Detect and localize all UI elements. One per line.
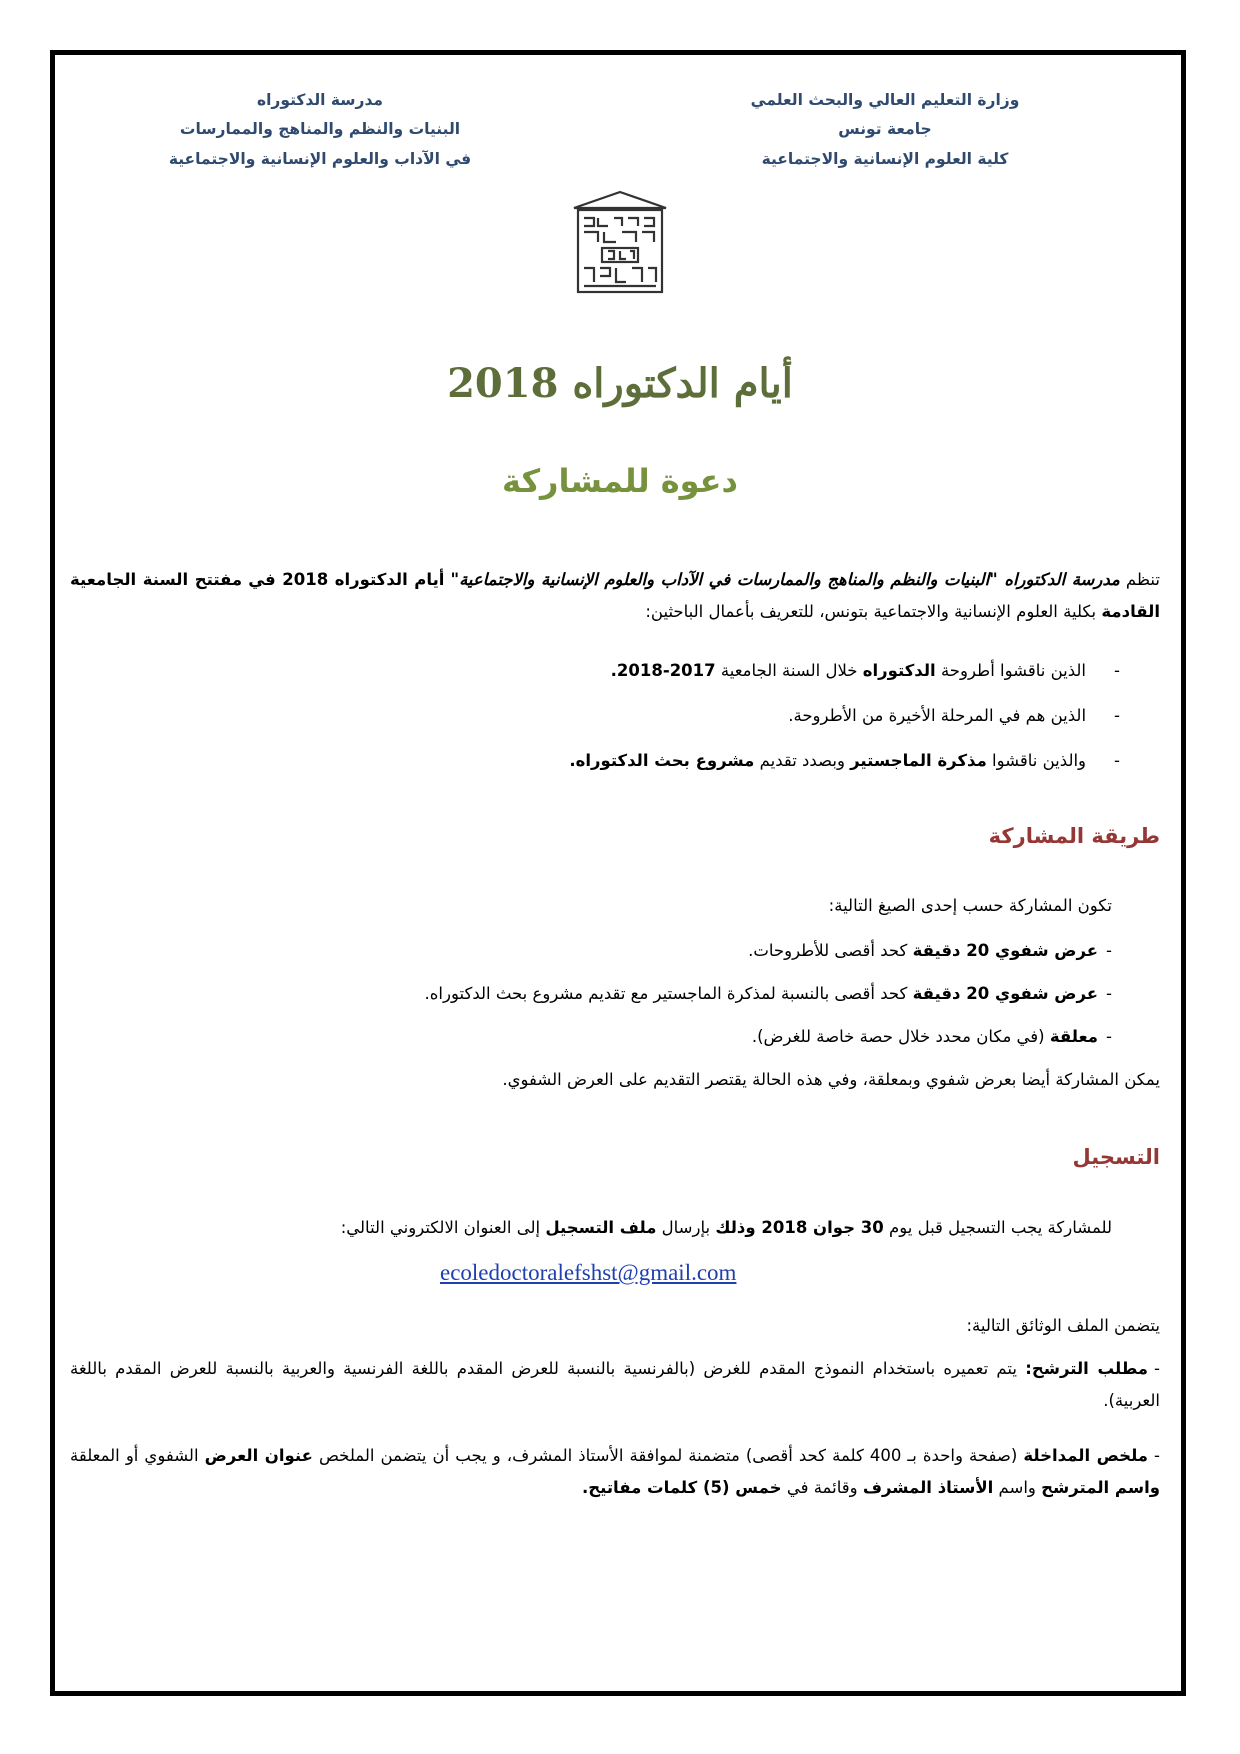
school-title-text: مدرسة الدكتوراه "البنيات والنظم والمناهج والممارسات في الآداب والعلوم الإنسانية والاجتماعية": [450, 570, 1120, 589]
event-name: أيام الدكتوراه 2018 في: [248, 570, 445, 589]
registration-text: للمشاركة يجب التسجيل قبل يوم 30 جوان 2018 وذلك بإرسال ملف التسجيل إلى العنوان الالكتروني التالي:: [340, 1218, 1112, 1237]
list-item: -مطلب الترشح: يتم تعميره باستخدام النموذج المقدم للغرض (بالفرنسية بالنسبة للعرض المقدم باللغة الفرنسية والعربية بالنسبة للعرض المقدم باللغة العربية).: [70, 1359, 1160, 1411]
doctoral-school-header: [140, 86, 500, 174]
list-item: -عرض شفوي 20 دقيقة كحد أقصى للأطروحات.: [748, 941, 1112, 960]
list-item: -معلقة (في مكان محدد خلال حصة خاصة للغرض).: [751, 1027, 1112, 1046]
faculty-name: كلية العلوم الإنسانية والاجتماعية: [761, 149, 1009, 168]
intro-paragraph: [70, 564, 1160, 628]
ministry-name: وزارة التعليم العالي والبحث العلمي: [750, 91, 1020, 109]
list-item: -عرض شفوي 20 دقيقة كحد أقصى بالنسبة لمذكرة الماجستير مع تقديم مشروع بحث الدكتوراه.: [424, 984, 1112, 1003]
participation-note: يمكن المشاركة أيضا بعرض شفوي وبمعلقة، وفي هذه الحالة يقتصر التقديم على العرض الشفوي.: [502, 1070, 1160, 1089]
ministry-header: [720, 86, 1050, 174]
intro-text-2: بكلية العلوم الإنسانية والاجتماعية بتونس، للتعريف بأعمال الباحثين:: [645, 602, 1097, 622]
page-subtitle: دعوة للمشاركة: [502, 462, 738, 500]
event-timing: مفتتح السنة الجامعية القادمة: [70, 570, 1160, 622]
section-heading-participation: طريقة المشاركة: [988, 824, 1160, 848]
list-item: -والذين ناقشوا مذكرة الماجستير وبصدد تقديم مشروع بحث الدكتوراه.: [569, 751, 1120, 770]
participation-intro: تكون المشاركة حسب إحدى الصيغ التالية:: [828, 896, 1112, 915]
university-name: جامعة تونس: [838, 120, 932, 139]
section-heading-registration: التسجيل: [1072, 1145, 1160, 1169]
intro-text-1: تنظم: [1125, 570, 1160, 589]
email-link[interactable]: ecoledoctoralefshst@gmail.com: [440, 1260, 737, 1285]
school-name: مدرسة الدكتوراه: [256, 91, 384, 109]
page-title: أيام الدكتوراه 2018: [447, 360, 793, 407]
school-subtitle-1: البنيات والنظم والمناهج والممارسات: [179, 120, 461, 139]
faculty-logo-icon: [568, 188, 672, 296]
list-item: -ملخص المداخلة (صفحة واحدة بـ 400 كلمة كحد أقصى) متضمنة لموافقة الأستاذ المشرف، و يجب أن يتضمن الملخص عنوان العرض الشفوي أو المعلقة واسم المترشح واسم الأستاذ المشرف وقائمة في خمس (5) كلمات مفاتيح.: [70, 1446, 1160, 1498]
school-subtitle-2: في الآداب والعلوم الإنسانية والاجتماعية: [168, 149, 472, 168]
list-item: -الذين ناقشوا أطروحة الدكتوراه خلال السنة الجامعية 2017-2018.: [610, 661, 1120, 680]
documents-intro: يتضمن الملف الوثائق التالية:: [966, 1316, 1160, 1335]
list-item: -الذين هم في المرحلة الأخيرة من الأطروحة.: [788, 706, 1120, 725]
